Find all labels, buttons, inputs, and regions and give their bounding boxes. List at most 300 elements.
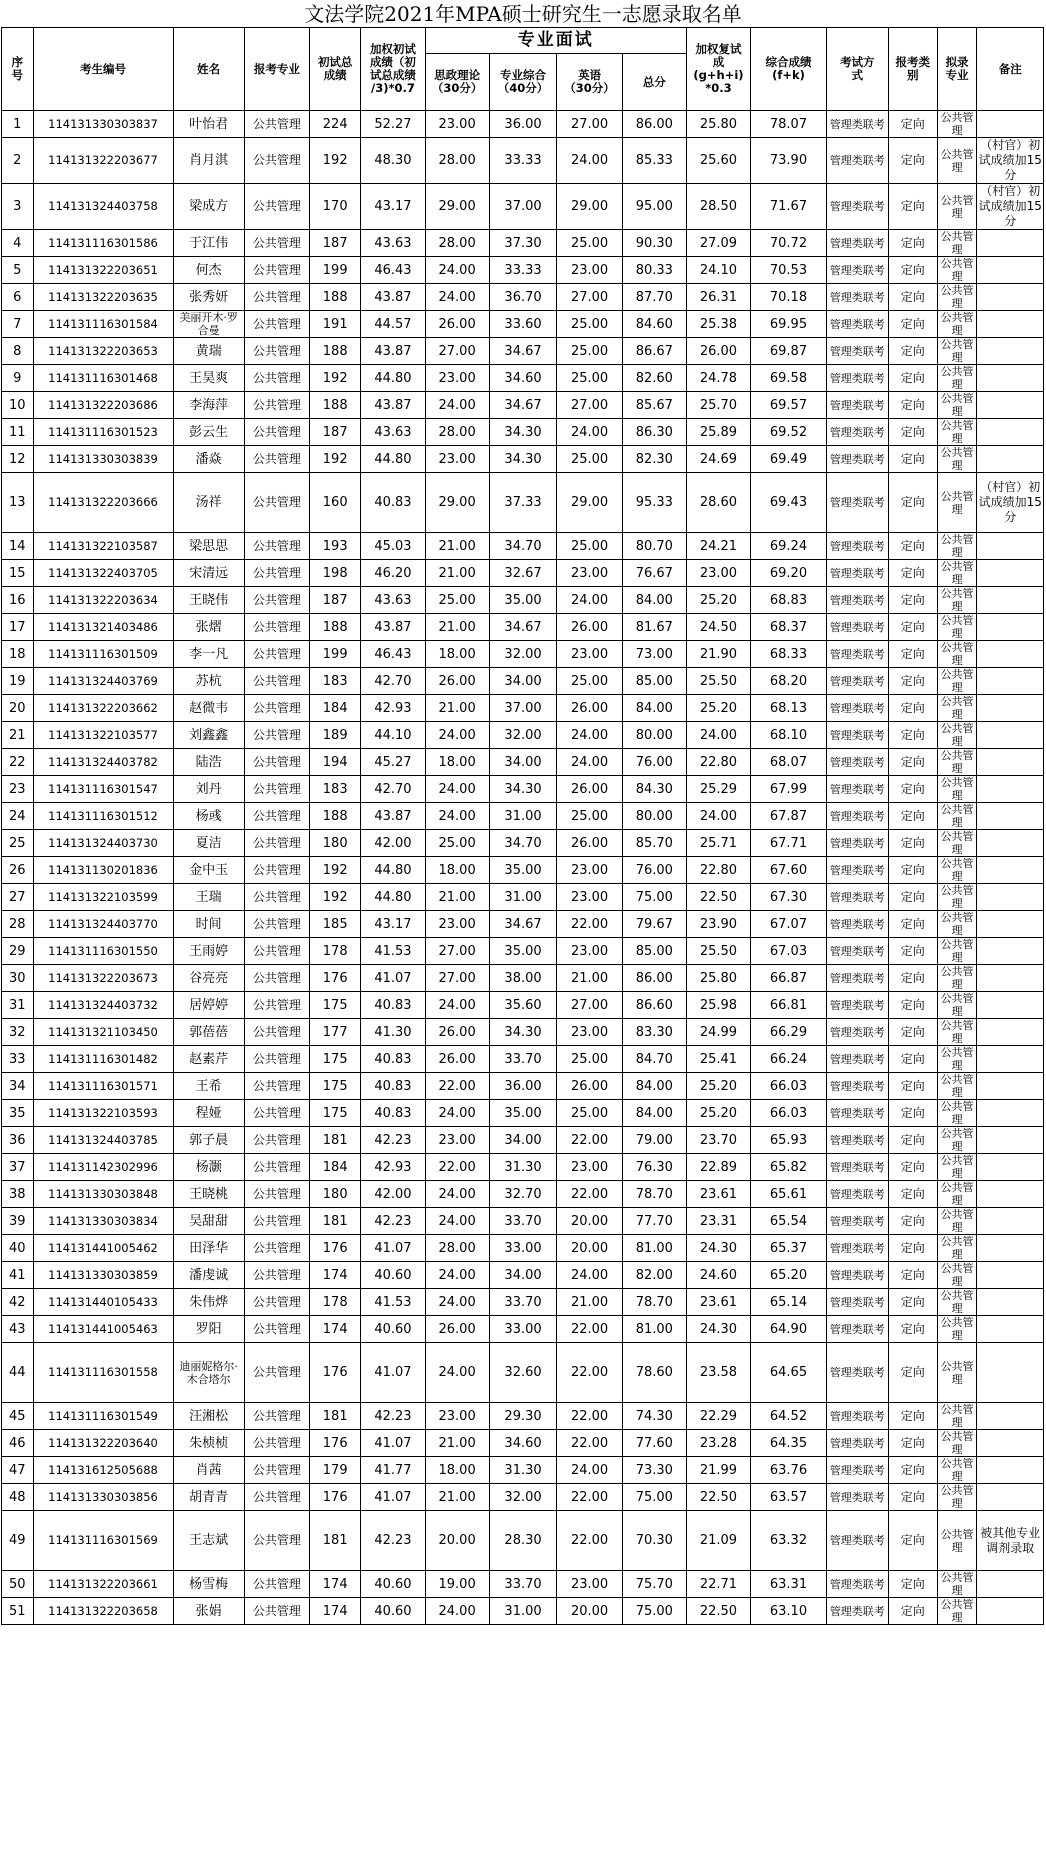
cell-weighted-retest: 24.30: [686, 1235, 750, 1262]
cell-exam-mode: 管理类联考: [826, 641, 888, 668]
cell-comprehensive: 33.70: [489, 1208, 557, 1235]
cell-weighted-prelim: 42.23: [361, 1511, 425, 1571]
table-body: [2, 111, 1044, 1625]
cell-exam-mode: 管理类联考: [826, 938, 888, 965]
cell-name: 王雨婷: [173, 938, 244, 965]
cell-exam-id: 114131322203653: [33, 338, 173, 365]
cell-comprehensive: 34.67: [489, 614, 557, 641]
cell-remarks: （村官）初试成绩加15分: [978, 184, 1042, 228]
cell-name: 谷亮亮: [173, 965, 244, 992]
cell-politics: 25.00: [425, 830, 489, 857]
cell-interview-total: 86.00: [622, 111, 686, 138]
cell-exam-id: 114131612505688: [33, 1457, 173, 1484]
cell-exam-id: 114131330303859: [33, 1262, 173, 1289]
cell-composite: 67.99: [751, 776, 827, 803]
table-row: [2, 446, 1044, 473]
cell-composite: 71.67: [751, 184, 827, 230]
cell-composite: 69.57: [751, 392, 827, 419]
cell-major: 公共管理: [244, 1235, 309, 1262]
cell-name: 张熠: [173, 614, 244, 641]
cell-seq: 22: [2, 749, 34, 776]
cell-category: 定向: [888, 1262, 937, 1289]
cell-prelim-total: 188: [310, 803, 361, 830]
cell-english: 22.00: [557, 1511, 622, 1571]
cell-remarks: [977, 1235, 1044, 1262]
cell-prelim-total: 176: [310, 1484, 361, 1511]
cell-exam-id: 114131322103593: [33, 1100, 173, 1127]
cell-exam-mode: 管理类联考: [826, 1181, 888, 1208]
cell-prelim-total: 187: [310, 587, 361, 614]
cell-name: 田泽华: [173, 1235, 244, 1262]
cell-remarks: [977, 776, 1044, 803]
cell-exam-id: 114131324403730: [33, 830, 173, 857]
cell-interview-total: 70.30: [622, 1511, 686, 1571]
cell-category: 定向: [888, 1100, 937, 1127]
cell-exam-mode: 管理类联考: [826, 911, 888, 938]
cell-exam-id: 114131441005462: [33, 1235, 173, 1262]
cell-exam-mode: 管理类联考: [826, 284, 888, 311]
cell-comprehensive: 34.30: [489, 446, 557, 473]
cell-composite: 67.60: [751, 857, 827, 884]
cell-comprehensive: 34.30: [489, 776, 557, 803]
table-row: [2, 803, 1044, 830]
cell-category: 定向: [888, 1235, 937, 1262]
cell-prelim-total: 176: [310, 1235, 361, 1262]
cell-exam-id: 114131330303839: [33, 446, 173, 473]
cell-exam-mode: 管理类联考: [826, 138, 888, 184]
cell-politics: 24.00: [425, 722, 489, 749]
cell-exam-mode: 管理类联考: [826, 803, 888, 830]
cell-major: 公共管理: [244, 641, 309, 668]
cell-composite: 67.03: [751, 938, 827, 965]
cell-remarks: [977, 1403, 1044, 1430]
cell-name: 宋清远: [173, 560, 244, 587]
cell-remarks: [977, 1154, 1044, 1181]
cell-admit-major: 公共管理: [937, 1262, 977, 1289]
cell-interview-total: 81.00: [622, 1235, 686, 1262]
cell-exam-id: 114131116301547: [33, 776, 173, 803]
cell-exam-mode: 管理类联考: [826, 1457, 888, 1484]
cell-interview-total: 77.70: [622, 1208, 686, 1235]
cell-interview-total: 75.70: [622, 1571, 686, 1598]
table-row: [2, 1100, 1044, 1127]
cell-politics: 18.00: [425, 857, 489, 884]
cell-admit-major: 公共管理: [937, 641, 977, 668]
cell-exam-mode: 管理类联考: [826, 1484, 888, 1511]
cell-english: 24.00: [557, 749, 622, 776]
cell-remarks: [977, 1457, 1044, 1484]
cell-admit-major: 公共管理: [937, 365, 977, 392]
cell-english: 23.00: [557, 938, 622, 965]
cell-name: 杨雪梅: [173, 1571, 244, 1598]
cell-prelim-total: 188: [310, 392, 361, 419]
cell-seq: 21: [2, 722, 34, 749]
cell-name: 刘鑫鑫: [173, 722, 244, 749]
cell-politics: 21.00: [425, 614, 489, 641]
cell-remarks: [977, 668, 1044, 695]
cell-composite: 69.49: [751, 446, 827, 473]
header-name: 姓名: [173, 28, 244, 111]
cell-name: 肖月淇: [173, 138, 244, 184]
cell-interview-total: 83.30: [622, 1019, 686, 1046]
cell-politics: 27.00: [425, 938, 489, 965]
cell-seq: 3: [2, 184, 34, 230]
cell-name: 李海萍: [173, 392, 244, 419]
cell-exam-id: 114131330303856: [33, 1484, 173, 1511]
cell-prelim-total: 174: [310, 1316, 361, 1343]
cell-weighted-prelim: 41.53: [361, 1289, 425, 1316]
cell-interview-total: 85.00: [622, 938, 686, 965]
cell-seq: 50: [2, 1571, 34, 1598]
cell-weighted-prelim: 52.27: [361, 111, 425, 138]
cell-name: 王晓伟: [173, 587, 244, 614]
cell-weighted-prelim: 41.53: [361, 938, 425, 965]
cell-exam-mode: 管理类联考: [826, 1154, 888, 1181]
cell-weighted-prelim: 48.30: [361, 138, 425, 184]
cell-category: 定向: [888, 1571, 937, 1598]
table-row: [2, 938, 1044, 965]
cell-seq: 13: [2, 473, 34, 533]
cell-seq: 33: [2, 1046, 34, 1073]
cell-weighted-prelim: 44.80: [361, 857, 425, 884]
cell-weighted-prelim: 42.00: [361, 1181, 425, 1208]
cell-weighted-prelim: 43.17: [361, 184, 425, 230]
cell-category: 定向: [888, 668, 937, 695]
cell-admit-major: 公共管理: [937, 284, 977, 311]
cell-comprehensive: 32.70: [489, 1181, 557, 1208]
table-row: [2, 533, 1044, 560]
cell-weighted-retest: 24.10: [686, 257, 750, 284]
cell-comprehensive: 34.67: [489, 911, 557, 938]
cell-category: 定向: [888, 365, 937, 392]
cell-english: 29.00: [557, 184, 622, 230]
cell-seq: 6: [2, 284, 34, 311]
cell-remarks: [977, 533, 1044, 560]
cell-weighted-prelim: 41.07: [361, 965, 425, 992]
table-row: [2, 560, 1044, 587]
cell-exam-id: 114131322203677: [33, 138, 173, 184]
cell-politics: 26.00: [425, 311, 489, 338]
cell-name: 朱伟烨: [173, 1289, 244, 1316]
cell-admit-major: 公共管理: [937, 1484, 977, 1511]
cell-politics: 18.00: [425, 1457, 489, 1484]
cell-weighted-retest: 23.00: [686, 560, 750, 587]
table-row: [2, 776, 1044, 803]
cell-major: 公共管理: [244, 803, 309, 830]
cell-english: 20.00: [557, 1598, 622, 1625]
cell-name: 何杰: [173, 257, 244, 284]
cell-admit-major: 公共管理: [937, 392, 977, 419]
cell-english: 24.00: [557, 1262, 622, 1289]
cell-interview-total: 86.30: [622, 419, 686, 446]
cell-comprehensive: 35.00: [489, 587, 557, 614]
table-row: [2, 992, 1044, 1019]
cell-remarks: [977, 911, 1044, 938]
cell-prelim-total: 189: [310, 722, 361, 749]
cell-prelim-total: 188: [310, 614, 361, 641]
cell-seq: 49: [2, 1511, 34, 1571]
cell-remarks: [977, 1046, 1044, 1073]
cell-seq: 10: [2, 392, 34, 419]
cell-composite: 64.52: [751, 1403, 827, 1430]
cell-prelim-total: 170: [310, 184, 361, 230]
cell-weighted-retest: 28.50: [686, 184, 750, 230]
cell-category: 定向: [888, 965, 937, 992]
cell-exam-id: 114131116301509: [33, 641, 173, 668]
cell-weighted-prelim: 41.07: [361, 1430, 425, 1457]
cell-comprehensive: 33.33: [489, 257, 557, 284]
header-major: 报考专业: [244, 28, 309, 111]
cell-exam-id: 114131324403769: [33, 668, 173, 695]
cell-composite: 73.90: [751, 138, 827, 184]
cell-comprehensive: 34.70: [489, 830, 557, 857]
cell-english: 22.00: [557, 1343, 622, 1403]
cell-name: 张秀妍: [173, 284, 244, 311]
cell-category: 定向: [888, 722, 937, 749]
cell-english: 24.00: [557, 1457, 622, 1484]
cell-exam-mode: 管理类联考: [826, 1316, 888, 1343]
cell-exam-id: 114131322103587: [33, 533, 173, 560]
cell-admit-major: 公共管理: [937, 695, 977, 722]
cell-politics: 28.00: [425, 230, 489, 257]
header-composite: 综合成绩 (f+k): [751, 28, 827, 111]
cell-composite: 68.33: [751, 641, 827, 668]
cell-interview-total: 90.30: [622, 230, 686, 257]
table-row: [2, 1571, 1044, 1598]
cell-seq: 7: [2, 311, 34, 338]
cell-exam-id: 114131116301468: [33, 365, 173, 392]
cell-weighted-prelim: 40.83: [361, 1073, 425, 1100]
cell-exam-mode: 管理类联考: [826, 1046, 888, 1073]
table-row: [2, 911, 1044, 938]
cell-comprehensive: 32.00: [489, 722, 557, 749]
cell-exam-mode: 管理类联考: [826, 1208, 888, 1235]
cell-weighted-retest: 23.90: [686, 911, 750, 938]
cell-composite: 69.43: [751, 473, 827, 533]
cell-category: 定向: [888, 1073, 937, 1100]
cell-major: 公共管理: [244, 1343, 309, 1403]
cell-weighted-prelim: 44.80: [361, 365, 425, 392]
cell-major: 公共管理: [244, 776, 309, 803]
cell-weighted-prelim: 41.07: [361, 1235, 425, 1262]
cell-admit-major: 公共管理: [937, 1343, 977, 1403]
cell-exam-mode: 管理类联考: [826, 533, 888, 560]
cell-comprehensive: 31.30: [489, 1457, 557, 1484]
table-row: [2, 614, 1044, 641]
cell-exam-mode: 管理类联考: [826, 695, 888, 722]
cell-interview-total: 85.33: [622, 138, 686, 184]
cell-exam-id: 114131322203673: [33, 965, 173, 992]
cell-comprehensive: 37.00: [489, 695, 557, 722]
cell-exam-mode: 管理类联考: [826, 338, 888, 365]
cell-remarks: [977, 1208, 1044, 1235]
cell-composite: 65.37: [751, 1235, 827, 1262]
cell-weighted-prelim: 43.63: [361, 587, 425, 614]
cell-major: 公共管理: [244, 392, 309, 419]
cell-remarks: [977, 284, 1044, 311]
cell-seq: 38: [2, 1181, 34, 1208]
cell-interview-total: 95.00: [622, 184, 686, 230]
cell-admit-major: 公共管理: [937, 446, 977, 473]
cell-politics: 24.00: [425, 1262, 489, 1289]
table-row: [2, 365, 1044, 392]
cell-politics: 24.00: [425, 776, 489, 803]
cell-category: 定向: [888, 560, 937, 587]
table-row: [2, 111, 1044, 138]
cell-english: 25.00: [557, 668, 622, 695]
cell-interview-total: 78.70: [622, 1181, 686, 1208]
cell-comprehensive: 31.00: [489, 884, 557, 911]
cell-major: 公共管理: [244, 184, 309, 230]
cell-exam-mode: 管理类联考: [826, 587, 888, 614]
cell-weighted-retest: 25.50: [686, 668, 750, 695]
cell-comprehensive: 34.70: [489, 533, 557, 560]
cell-major: 公共管理: [244, 1019, 309, 1046]
table-row: [2, 641, 1044, 668]
cell-seq: 39: [2, 1208, 34, 1235]
table-row: [2, 1316, 1044, 1343]
cell-exam-mode: 管理类联考: [826, 473, 888, 533]
cell-composite: 68.10: [751, 722, 827, 749]
cell-interview-total: 78.60: [622, 1343, 686, 1403]
cell-comprehensive: 34.30: [489, 1019, 557, 1046]
cell-interview-total: 85.67: [622, 392, 686, 419]
cell-seq: 30: [2, 965, 34, 992]
cell-prelim-total: 188: [310, 284, 361, 311]
cell-prelim-total: 178: [310, 1289, 361, 1316]
cell-prelim-total: 192: [310, 446, 361, 473]
header-english: 英语 （30分）: [557, 54, 622, 111]
table-row: [2, 1181, 1044, 1208]
cell-interview-total: 86.60: [622, 992, 686, 1019]
cell-category: 定向: [888, 1019, 937, 1046]
cell-exam-mode: 管理类联考: [826, 749, 888, 776]
cell-prelim-total: 178: [310, 938, 361, 965]
cell-exam-mode: 管理类联考: [826, 776, 888, 803]
cell-exam-mode: 管理类联考: [826, 446, 888, 473]
cell-english: 27.00: [557, 392, 622, 419]
header-politics: 思政理论 （30分）: [425, 54, 489, 111]
cell-weighted-retest: 21.99: [686, 1457, 750, 1484]
cell-weighted-retest: 23.58: [686, 1343, 750, 1403]
cell-weighted-prelim: 46.43: [361, 641, 425, 668]
cell-weighted-prelim: 42.23: [361, 1208, 425, 1235]
cell-weighted-retest: 25.80: [686, 965, 750, 992]
cell-major: 公共管理: [244, 722, 309, 749]
cell-exam-id: 114131440105433: [33, 1289, 173, 1316]
cell-exam-id: 114131322403705: [33, 560, 173, 587]
cell-seq: 43: [2, 1316, 34, 1343]
cell-name: 程娅: [173, 1100, 244, 1127]
cell-composite: 64.65: [751, 1343, 827, 1403]
cell-category: 定向: [888, 533, 937, 560]
cell-major: 公共管理: [244, 1073, 309, 1100]
cell-category: 定向: [888, 230, 937, 257]
cell-interview-total: 81.00: [622, 1316, 686, 1343]
cell-exam-mode: 管理类联考: [826, 1100, 888, 1127]
cell-prelim-total: 181: [310, 1403, 361, 1430]
cell-weighted-retest: 22.80: [686, 749, 750, 776]
cell-exam-id: 114131322203686: [33, 392, 173, 419]
cell-exam-mode: 管理类联考: [826, 1127, 888, 1154]
cell-exam-id: 114131322103577: [33, 722, 173, 749]
cell-major: 公共管理: [244, 695, 309, 722]
cell-admit-major: 公共管理: [937, 311, 977, 338]
cell-major: 公共管理: [244, 1598, 309, 1625]
cell-politics: 24.00: [425, 392, 489, 419]
cell-interview-total: 85.00: [622, 668, 686, 695]
cell-exam-id: 114131322203661: [33, 1571, 173, 1598]
cell-major: 公共管理: [244, 1127, 309, 1154]
cell-seq: 31: [2, 992, 34, 1019]
cell-prelim-total: 176: [310, 1343, 361, 1403]
cell-name: 张娟: [173, 1598, 244, 1625]
cell-admit-major: 公共管理: [937, 776, 977, 803]
cell-major: 公共管理: [244, 992, 309, 1019]
cell-exam-mode: 管理类联考: [826, 257, 888, 284]
table-row: [2, 311, 1044, 338]
cell-prelim-total: 175: [310, 1073, 361, 1100]
cell-comprehensive: 35.00: [489, 938, 557, 965]
cell-english: 26.00: [557, 1073, 622, 1100]
cell-prelim-total: 192: [310, 365, 361, 392]
cell-composite: 66.03: [751, 1073, 827, 1100]
cell-composite: 66.03: [751, 1100, 827, 1127]
cell-category: 定向: [888, 111, 937, 138]
table-row: [2, 857, 1044, 884]
cell-category: 定向: [888, 184, 937, 230]
cell-major: 公共管理: [244, 668, 309, 695]
cell-comprehensive: 32.60: [489, 1343, 557, 1403]
cell-weighted-prelim: 42.93: [361, 1154, 425, 1181]
cell-weighted-prelim: 43.87: [361, 803, 425, 830]
cell-category: 定向: [888, 1343, 937, 1403]
cell-weighted-retest: 28.60: [686, 473, 750, 533]
cell-name: 时间: [173, 911, 244, 938]
cell-weighted-prelim: 41.30: [361, 1019, 425, 1046]
cell-admit-major: 公共管理: [937, 911, 977, 938]
table-row: [2, 884, 1044, 911]
cell-category: 定向: [888, 830, 937, 857]
cell-weighted-prelim: 40.60: [361, 1262, 425, 1289]
cell-seq: 44: [2, 1343, 34, 1403]
cell-weighted-retest: 24.69: [686, 446, 750, 473]
cell-exam-mode: 管理类联考: [826, 365, 888, 392]
cell-name: 王希: [173, 1073, 244, 1100]
cell-category: 定向: [888, 1289, 937, 1316]
header-interview-group: 专业面试: [425, 28, 686, 54]
cell-weighted-retest: 25.29: [686, 776, 750, 803]
cell-weighted-prelim: 40.60: [361, 1598, 425, 1625]
cell-politics: 23.00: [425, 1403, 489, 1430]
cell-name: 汤祥: [173, 473, 244, 533]
table-row: [2, 1511, 1044, 1571]
cell-weighted-prelim: 40.83: [361, 473, 425, 533]
cell-seq: 45: [2, 1403, 34, 1430]
cell-composite: 65.20: [751, 1262, 827, 1289]
cell-exam-id: 114131142302996: [33, 1154, 173, 1181]
cell-seq: 41: [2, 1262, 34, 1289]
cell-category: 定向: [888, 446, 937, 473]
cell-politics: 23.00: [425, 911, 489, 938]
cell-weighted-prelim: 42.00: [361, 830, 425, 857]
cell-comprehensive: 35.00: [489, 1100, 557, 1127]
cell-comprehensive: 29.30: [489, 1403, 557, 1430]
cell-interview-total: 75.00: [622, 1598, 686, 1625]
cell-admit-major: 公共管理: [937, 1289, 977, 1316]
cell-exam-mode: 管理类联考: [826, 1598, 888, 1625]
cell-name: 黄瑞: [173, 338, 244, 365]
